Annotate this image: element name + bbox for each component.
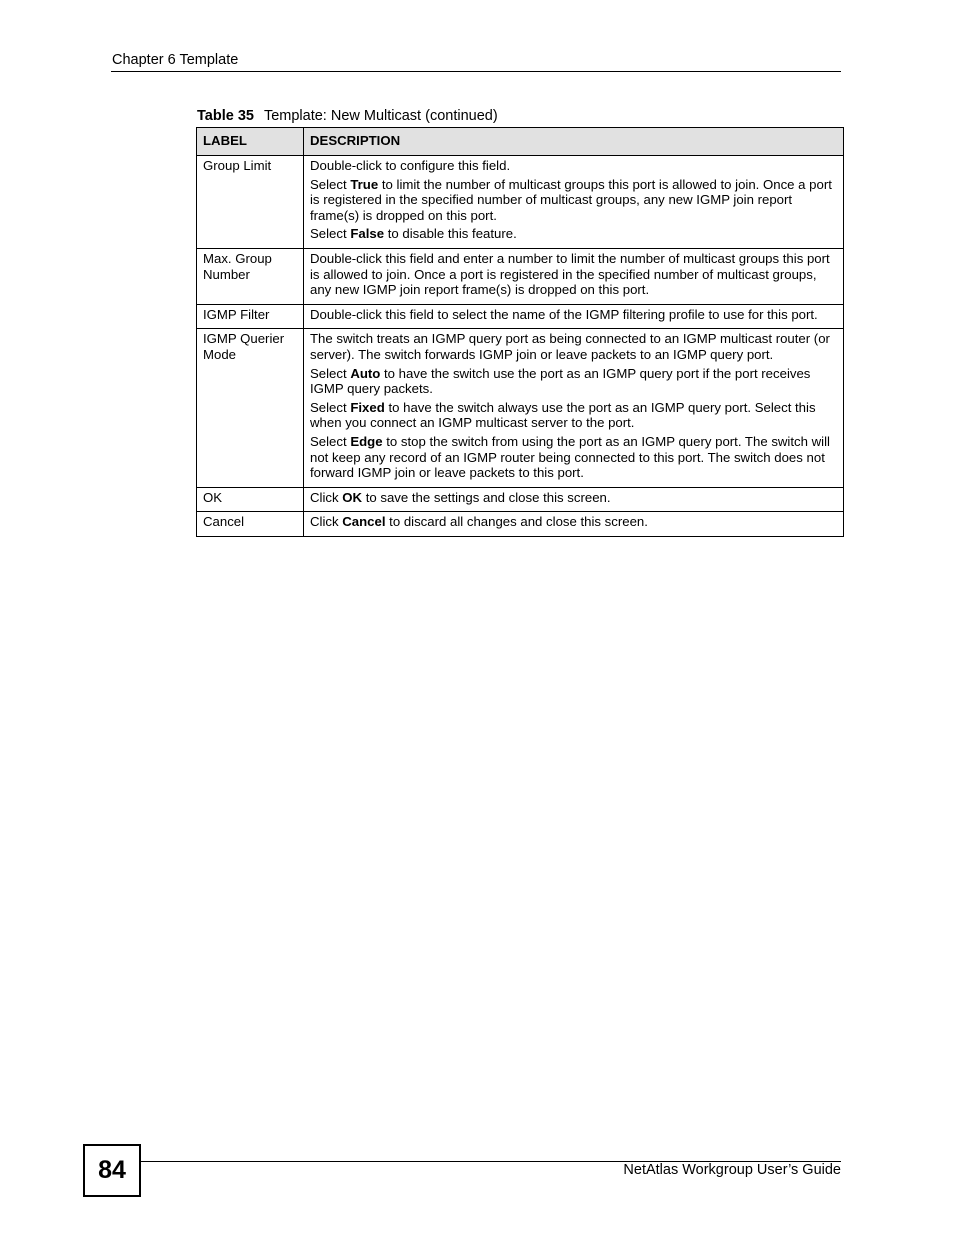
text-run: to limit the number of multicast groups this port is allowed to join. Once a port is registered in the specified number of multicast groups, any new IGMP join report frame(s) is dropped on this port. (310, 176, 832, 223)
column-header-label: LABEL (197, 128, 304, 156)
text-run: to disable this feature. (384, 226, 517, 242)
table-row (197, 487, 844, 512)
text-run: to have the switch use the port as an IGMP query port if the port receives IGMP query packets. (310, 365, 811, 397)
table-caption (197, 108, 498, 124)
text-run: Select (310, 433, 351, 449)
bold-term: Fixed (350, 399, 385, 415)
text-run: to discard all changes and close this screen. (385, 514, 648, 530)
row-description (304, 329, 844, 487)
table-header-row (197, 128, 844, 156)
row-label: IGMP Filter (197, 304, 304, 329)
row-description (304, 487, 844, 512)
row-label: Max. Group Number (197, 248, 304, 304)
bold-term: Edge (350, 433, 383, 449)
text-run: Select (310, 176, 351, 192)
description-paragraph (310, 434, 837, 481)
bold-term: False (350, 226, 385, 242)
row-description (304, 512, 844, 537)
text-run: Click (310, 489, 343, 505)
text-run: Double-click to configure this field. (310, 158, 511, 173)
text-run: Click (310, 514, 343, 530)
row-label: Cancel (197, 512, 304, 537)
text-run: The switch treats an IGMP query port as being connected to an IGMP multicast router (or server). The switch forwards IGMP join or leave packets to an IGMP query port. (310, 331, 830, 362)
row-description (304, 304, 844, 329)
bold-term: OK (342, 489, 363, 505)
row-description (304, 248, 844, 304)
description-paragraph (310, 226, 837, 242)
running-header: Chapter 6 Template (112, 52, 239, 68)
bold-term: True (350, 176, 379, 192)
text-run: Double-click this field and enter a number to limit the number of multicast groups this port is allowed to join. Once a port is registered in the specified number of multicast groups, any new IGMP join report frame(s) is dropped on this port. (310, 250, 830, 298)
description-paragraph (310, 177, 837, 224)
table-row (197, 304, 844, 329)
page-number: 84 (98, 1156, 126, 1184)
text-run: Select (310, 226, 351, 242)
row-description (304, 156, 844, 249)
table-row (197, 329, 844, 487)
description-paragraph (310, 490, 837, 506)
text-run: Select (310, 365, 351, 381)
page-number-box (83, 1144, 141, 1197)
table-number: Table 35 (197, 108, 254, 124)
row-label: OK (197, 487, 304, 512)
description-paragraph (310, 251, 837, 298)
description-paragraph (310, 158, 837, 174)
table-row (197, 248, 844, 304)
table-body (197, 156, 844, 537)
column-header-description: DESCRIPTION (304, 128, 844, 156)
row-label: Group Limit (197, 156, 304, 249)
text-run: to save the settings and close this screen. (362, 489, 611, 505)
description-paragraph (310, 400, 837, 431)
table-row (197, 156, 844, 249)
bold-term: Auto (350, 365, 381, 381)
description-paragraph (310, 331, 837, 362)
text-run: Double-click this field to select the name of the IGMP filtering profile to use for this port. (310, 306, 818, 322)
description-paragraph (310, 307, 837, 323)
text-run: to stop the switch from using the port as an IGMP query port. The switch will not keep any record of an IGMP router being connected to this port. The switch does not forward IGMP join or leave packets to this port. (310, 433, 830, 481)
field-description-table (196, 127, 844, 537)
running-footer: NetAtlas Workgroup User’s Guide (623, 1162, 841, 1178)
description-paragraph (310, 366, 837, 397)
bold-term: Cancel (342, 514, 386, 530)
text-run: to have the switch always use the port as an IGMP query port. Select this when you connect an IGMP multicast server to the port. (310, 399, 816, 431)
description-paragraph (310, 514, 837, 530)
text-run: Select (310, 399, 351, 415)
table-title: Template: New Multicast (continued) (263, 108, 498, 124)
row-label: IGMP Querier Mode (197, 329, 304, 487)
header-rule (111, 71, 841, 72)
table-row (197, 512, 844, 537)
